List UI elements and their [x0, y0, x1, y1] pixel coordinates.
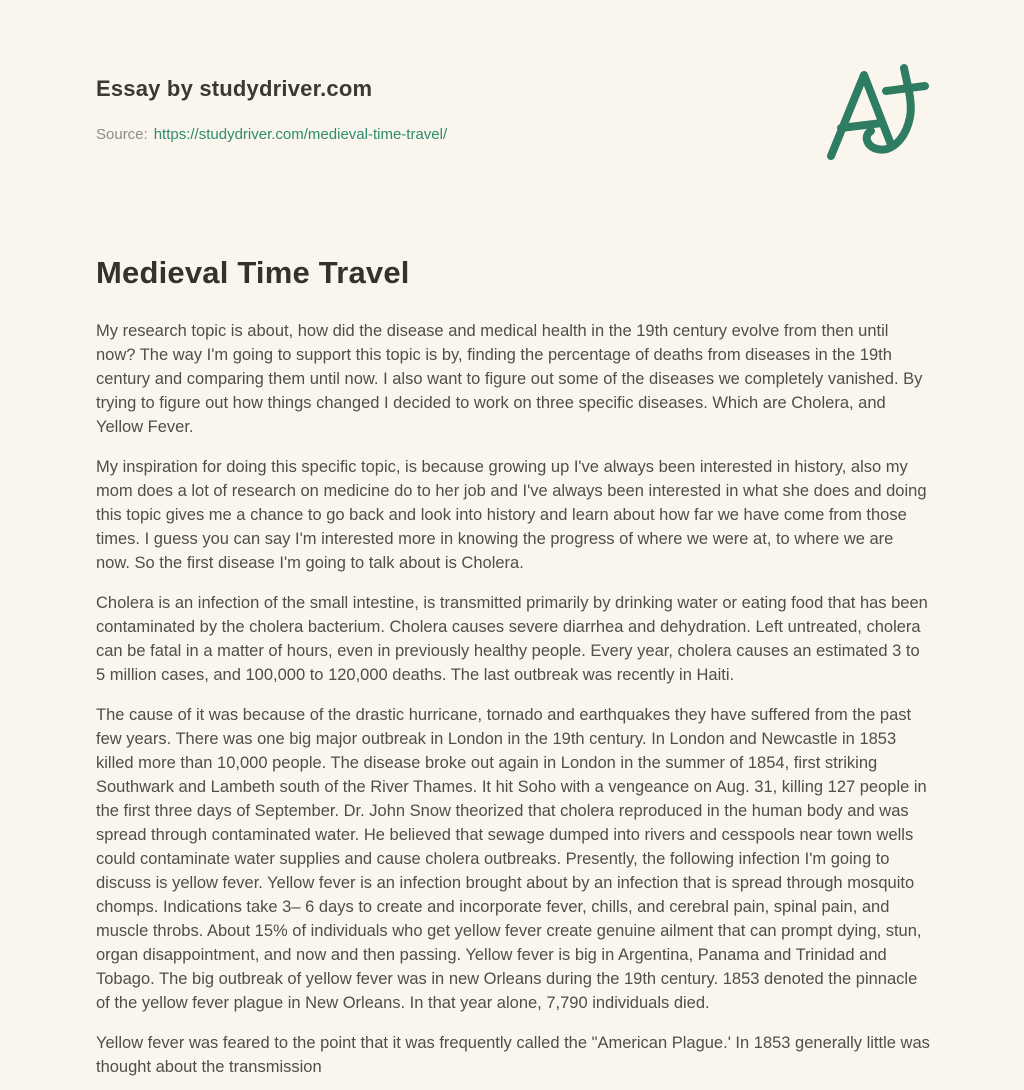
essay-paragraph: Cholera is an infection of the small intestine, is transmitted primarily by drinking water or eating food that has been contaminated by the cholera bacterium. Cholera causes severe diarrhea and dehydration. Left untreated, cholera can be fatal in a matter of hours, even in previously healthy people. Every year, cholera causes an estimated 3 to 5 million cases, and 100,000 to 120,000 deaths. The last outbreak was recently in Haiti.	[96, 594, 928, 684]
essay-paragraph: My research topic is about, how did the disease and medical health in the 19th century evolve from then until now? The way I'm going to support this topic is by, finding the percentage of deaths from diseases in the 19th century and comparing them until now. I also want to figure out some of the diseases we completely vanished. By trying to figure out how things changed I decided to work on three specific diseases. Which are Cholera, and Yellow Fever.	[96, 322, 923, 436]
essay-paragraph: Yellow fever was feared to the point that it was frequently called the "American Plague.' In 1853 generally little was thought about the transmission	[96, 1034, 930, 1076]
source-row	[96, 126, 930, 143]
source-link[interactable]: https://studydriver.com/medieval-time-travel/	[153, 126, 448, 143]
essay-body	[96, 319, 930, 1079]
essay-paragraph: My inspiration for doing this specific topic, is because growing up I've always been interested in history, also my mom does a lot of research on medicine do to her job and I've always been interested in what she does and doing this topic gives me a chance to go back and look into history and learn about how far we have come from those times. I guess you can say I'm interested more in knowing the progress of where we were at, to where we are now. So the first disease I'm going to talk about is Cholera.	[96, 458, 927, 572]
byline: Essay by studydriver.com	[96, 76, 373, 101]
a-plus-logo-icon	[824, 64, 930, 164]
essay-paragraph: The cause of it was because of the drastic hurricane, tornado and earthquakes they have suffered from the past few years. There was one big major outbreak in London in the 19th century. In London and Newcastle in 1853 killed more than 10,000 people. The disease broke out again in London in the summer of 1854, first striking Southwark and Lambeth south of the River Thames. It hit Soho with a vengeance on Aug. 31, killing 127 people in the first three days of September. Dr. John Snow theorized that cholera reproduced in the human body and was spread through contaminated water. He believed that sewage dumped into rivers and cesspools near town wells could contaminate water supplies and cause cholera outbreaks. Presently, the following infection I'm going to discuss is yellow fever. Yellow fever is an infection brought about by an infection that is spread through mosquito chomps. Indications take 3– 6 days to create and incorporate fever, chills, and cerebral pain, spinal pain, and muscle throbs. About 15% of individuals who get yellow fever create genuine ailment that can prompt dying, stun, organ disappointment, and now and then passing. Yellow fever is big in Argentina, Panama and Trinidad and Tobago. The big outbreak of yellow fever was in new Orleans during the 19th century. 1853 denoted the pinnacle of the yellow fever plague in New Orleans. In that year alone, 7,790 individuals died.	[96, 706, 927, 1012]
source-label: Source:	[96, 126, 148, 143]
page-title: Medieval Time Travel	[96, 255, 410, 290]
